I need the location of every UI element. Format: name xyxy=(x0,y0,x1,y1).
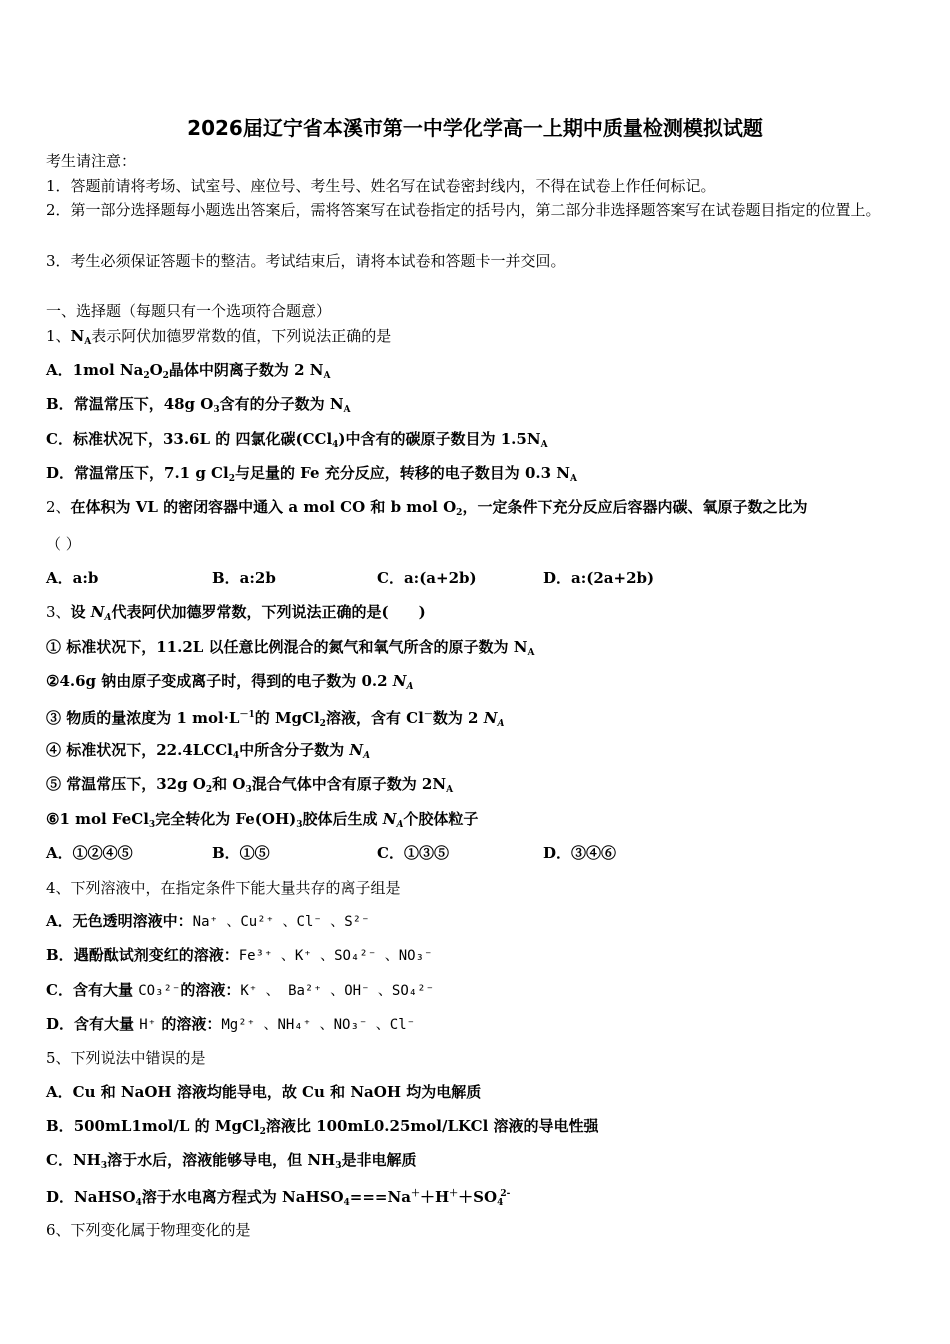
question-4-option-b: B．遇酚酞试剂变红的溶液：Fe³⁺ 、K⁺ 、SO₄²⁻ 、NO₃⁻ xyxy=(46,946,433,964)
question-3-statement-3: ③ 物质的量浓度为 1 $mol\cdot L^{-1}$的 MgCl$_2$溶液，含有 Cl－数为 2 $N_A$ xyxy=(46,709,505,729)
question-3-statement-2: ②4.6g 钠由原子变成离子时，得到的电子数为 0.2 $N_A$ xyxy=(46,672,414,692)
question-5-option-d: D．NaHSO$_4$溶于水电离方程式为 $NaHSO_4===Na^++H^++SO_4^{2-}$ xyxy=(46,1188,511,1208)
question-3-stem: 3、设 $N_A$代表阿伏加德罗常数，下列说法正确的是( ) xyxy=(46,603,426,623)
question-2-option-c: C．a:(a+2b) xyxy=(377,569,477,587)
page-title: 2026届辽宁省本溪市第一中学化学高一上期中质量检测模拟试题 xyxy=(187,116,763,140)
notice-item-2: 2．第一部分选择题每小题选出答案后，需将答案写在试卷指定的括号内，第二部分非选择题答案写在试卷题目指定的位置上。 xyxy=(46,201,881,219)
question-3-option-c: C．①③⑤ xyxy=(377,844,449,862)
question-1-option-c: C．标准状况下，33.6L 的 四氯化碳(CCl$_4$)中含有的碳原子数目为 $1.5N_A$ xyxy=(46,430,548,450)
notice-item-3: 3．考生必须保证答题卡的整洁。考试结束后，请将本试卷和答题卡一并交回。 xyxy=(46,252,566,270)
question-2-option-d: D．a:(2a+2b) xyxy=(543,569,655,587)
question-3-statement-1: ① 标准状况下，11.2L 以任意比例混合的氮气和氧气所含的原子数为 $N_A$ xyxy=(46,638,535,658)
question-2-paren: （ ） xyxy=(46,535,81,553)
question-1-option-b: B．常温常压下，48g $O_3$含有的分子数为 $N_A$ xyxy=(46,395,351,415)
question-1-option-d: D．常温常压下，7.1 g $Cl_2$与足量的 Fe 充分反应，转移的电子数目为 0.3 $N_A$ xyxy=(46,464,578,484)
question-3-option-b: B．①⑤ xyxy=(212,844,270,862)
question-2-stem: 2、在体积为 VL 的密闭容器中通入 a mol CO 和 b mol $O_2$，一定条件下充分反应后容器内碳、氧原子数之比为 xyxy=(46,498,808,518)
question-5-option-b: B．500mL1mol/L 的 MgCl$_2$溶液比 100mL0.25mol/LKCl 溶液的导电性强 xyxy=(46,1117,599,1137)
question-2-option-b: B．a:2b xyxy=(212,569,276,587)
question-3-statement-6: ⑥1 mol FeCl$_3$完全转化为 $Fe(OH)_3$胶体后生成 $N_A$个胶体粒子 xyxy=(46,810,479,830)
notice-item-1: 1．答题前请将考场、试室号、座位号、考生号、姓名写在试卷密封线内，不得在试卷上作任何标记。 xyxy=(46,177,716,195)
question-1-stem: 1、$N_A$表示阿伏加德罗常数的值，下列说法正确的是 xyxy=(46,327,392,347)
question-3-statement-4: ④ 标准状况下，22.4LCCl$_4$中所含分子数为 $N_A$ xyxy=(46,741,371,761)
question-4-option-c: C．含有大量 CO₃²⁻的溶液：K⁺ 、 Ba²⁺ 、OH⁻ 、SO₄²⁻ xyxy=(46,981,435,999)
question-3-statement-5: ⑤ 常温常压下，32g $O_2$和 $O_3$混合气体中含有原子数为 $2N_A$ xyxy=(46,775,454,795)
question-3-option-a: A．①②④⑤ xyxy=(46,844,133,862)
question-5-option-c: C．$NH_3$溶于水后，溶液能够导电，但 $NH_3$是非电解质 xyxy=(46,1151,417,1171)
question-2-option-a: A．a:b xyxy=(46,569,99,587)
question-4-option-a: A．无色透明溶液中：Na⁺ 、Cu²⁺ 、Cl⁻ 、S²⁻ xyxy=(46,912,370,930)
question-4-option-d: D．含有大量 H⁺ 的溶液：Mg²⁺ 、NH₄⁺ 、NO₃⁻ 、Cl⁻ xyxy=(46,1015,416,1033)
section-heading: 一、选择题（每题只有一个选项符合题意） xyxy=(46,302,332,320)
question-6-stem: 6、下列变化属于物理变化的是 xyxy=(46,1221,251,1239)
question-5-stem: 5、下列说法中错误的是 xyxy=(46,1049,206,1067)
question-4-stem: 4、下列溶液中，在指定条件下能大量共存的离子组是 xyxy=(46,879,401,897)
question-3-option-d: D．③④⑥ xyxy=(543,844,617,862)
question-5-option-a: A．Cu 和 NaOH 溶液均能导电，故 Cu 和 NaOH 均为电解质 xyxy=(46,1083,482,1101)
notice-heading: 考生请注意： xyxy=(46,152,137,170)
question-1-option-a: A．1mol $Na_2O_2$晶体中阴离子数为 2 $N_A$ xyxy=(46,361,331,381)
